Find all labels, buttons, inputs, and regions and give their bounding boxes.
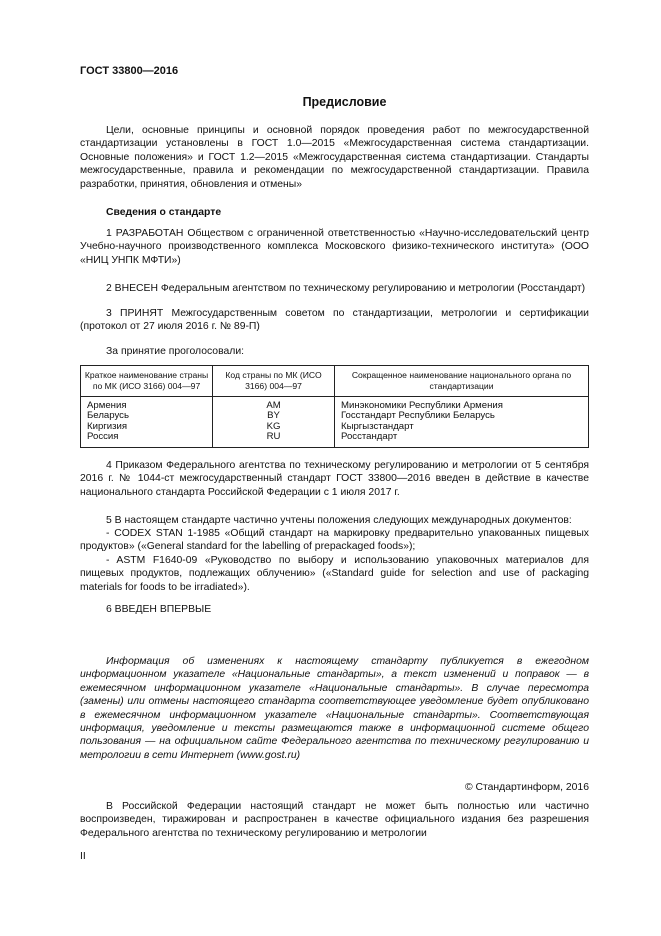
column-header: Сокращенное наименование национального органа по стандартизации [334,366,588,397]
rights-paragraph: В Российской Федерации настоящий стандарт не может быть полностью или частично воспроизведен, тиражирован и распространен в качестве официального издания без разрешения Федерального агентства по техническому регулированию и метрологии [80,801,589,839]
notice-paragraph: Информация об изменениях к настоящему стандарту публикуется в ежегодном информационном указателе «Национальные стандарты», а текст изменений и поправок — в ежемесячном информационном указателе «Национальные стандарты». В случае пересмотра (замены) или отмены настоящего стандарта соответствующее уведомление будет опубликовано в ежемесячном информационном указателе «Национальные стандарты». Соответствующая информация, уведомление и тексты размещаются также в информационной системе общего пользования — на официальном сайте Федерального агентства по техническому регулированию и метрологии в сети Интернет (www.gost.ru) [80,656,589,761]
page-title: Предисловие [302,95,387,109]
cell-country: Киргизия [81,422,213,432]
info-heading: Сведения о стандарте [106,207,222,218]
item-introduced: 2 ВНЕСЕН Федеральным агентством по техническому регулированию и метрологии (Росстандарт) [106,283,586,294]
voted-label: За принятие проголосовали: [106,346,245,357]
item-adopted: 3 ПРИНЯТ Межгосударственным советом по стандартизации, метрологии и сертификации (протокол от 27 июля 2016 г. № 89-П) [80,308,589,333]
item-codex: - CODEX STAN 1-1985 «Общий стандарт на маркировку предварительно упакованных пищевых продуктов» («General standard for the labelling of prepackaged foods»); [80,528,589,553]
page-number: II [80,851,86,862]
column-header: Краткое наименование страны по МК (ИСО 3166) 004—97 [81,366,213,397]
voting-table [80,365,589,448]
cell-code: RU [213,432,335,447]
copyright: © Стандартинформ, 2016 [464,782,589,793]
cell-code: KG [213,422,335,432]
cell-body: Кыргызстандарт [334,422,588,432]
table-row [81,397,589,412]
table-row [81,411,589,421]
table-header-row [81,366,589,397]
intro-paragraph: Цели, основные принципы и основной порядок проведения работ по межгосударственной стандартизации установлены в ГОСТ 1.0—2015 «Межгосударственная система стандартизации. Основные положения» и ГОСТ 1.2—2015 «Межгосударственная система стандартизации. Стандарты межгосударственные, правила и рекомендации по межгосударственной стандартизации. Правила разработки, принятия, обновления и отмены» [80,125,589,190]
item-order: 4 Приказом Федерального агентства по техническому регулированию и метрологии от 5 сентября 2016 г. № 1044-ст межгосударственный стандарт ГОСТ 33800—2016 введен в действие в качестве национального стандарта Российской Федерации с 1 июля 2017 г. [80,460,589,498]
item-first-introduced: 6 ВВЕДЕН ВПЕРВЫЕ [106,604,212,615]
document-header: ГОСТ 33800—2016 [80,65,179,77]
table-row [81,422,589,432]
cell-code: BY [213,411,335,421]
cell-country: Россия [81,432,213,447]
cell-country: Армения [81,397,213,412]
item-international-docs: 5 В настоящем стандарте частично учтены положения следующих международных документов: [106,515,572,526]
cell-body: Госстандарт Республики Беларусь [334,411,588,421]
cell-country: Беларусь [81,411,213,421]
item-astm: - ASTM F1640-09 «Руководство по выбору и использованию упаковочных материалов для пищевых продуктов, подлежащих облучению» («Standard guide for selection and use of packaging materials for foods to be irradiated»). [80,555,589,593]
table-row [81,432,589,447]
cell-body: Росстандарт [334,432,588,447]
column-header: Код страны по МК (ИСО 3166) 004—97 [213,366,335,397]
cell-body: Минэкономики Республики Армения [334,397,588,412]
item-developed: 1 РАЗРАБОТАН Обществом с ограниченной ответственностью «Научно-исследовательский центр Учебно-научного производственного комплекса Московского физико-технического института» (ООО «НИЦ УНПК МФТИ») [80,228,589,266]
cell-code: AM [213,397,335,412]
